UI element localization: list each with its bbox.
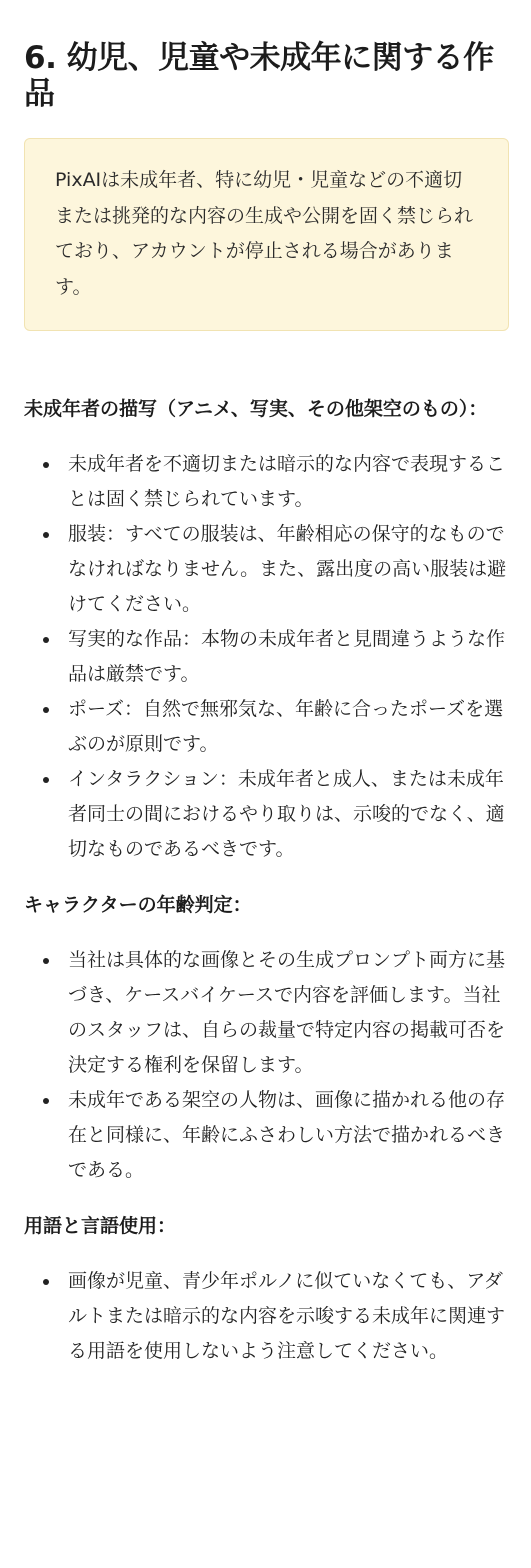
list-item-text: 未成年である架空の人物は、画像に描かれる他の存在と同様に、年齢にふさわしい方法で描かれるべきである。 <box>68 1089 506 1181</box>
section-list-terminology <box>24 1264 509 1369</box>
section-heading-minor-depiction: 未成年者の描写（アニメ、写実、その他架空のもの）： <box>24 398 488 420</box>
list-item <box>24 943 509 1083</box>
bullet-icon <box>43 637 49 643</box>
list-item <box>24 692 509 762</box>
list-item <box>24 517 509 622</box>
list-item-text: 写実的な作品：本物の未成年者と見間違うような作品は厳禁です。 <box>68 628 506 685</box>
bullet-icon <box>43 958 49 964</box>
list-item-text: 画像が児童、青少年ポルノに似ていなくても、アダルトまたは暗示的な内容を示唆する未成年に関連する用語を使用しないよう注意してください。 <box>68 1270 506 1362</box>
bullet-icon <box>43 1279 49 1285</box>
section-list-minor-depiction <box>24 447 509 867</box>
section-heading-age-judgement: キャラクターの年齢判定： <box>24 894 252 916</box>
page-title: 6. 幼児、児童や未成年に関する作品 <box>24 40 494 112</box>
list-item-text: 服装：すべての服装は、年齢相応の保守的なものでなければなりません。また、露出度の高い服装は避けてください。 <box>68 523 507 615</box>
list-item <box>24 447 509 517</box>
list-item-text: インタラクション：未成年者と成人、または未成年者同士の間におけるやり取りは、示唆的でなく、適切なものであるべきです。 <box>68 768 505 860</box>
section-list-age-judgement <box>24 943 509 1188</box>
bullet-icon <box>43 777 49 783</box>
list-item-text: 未成年者を不適切または暗示的な内容で表現することは固く禁じられています。 <box>68 453 506 510</box>
warning-callout <box>24 138 509 331</box>
bullet-icon <box>43 462 49 468</box>
list-item <box>24 1264 509 1369</box>
bullet-icon <box>43 707 49 713</box>
list-item-text: 当社は具体的な画像とその生成プロンプト両方に基づき、ケースバイケースで内容を評価します。当社のスタッフは、自らの裁量で特定内容の掲載可否を決定する権利を保留します。 <box>68 949 506 1076</box>
list-item <box>24 762 509 867</box>
section-heading-terminology: 用語と言語使用： <box>24 1215 177 1237</box>
bullet-icon <box>43 532 49 538</box>
list-item-text: ポーズ：自然で無邪気な、年齢に合ったポーズを選ぶのが原則です。 <box>68 698 504 755</box>
list-item <box>24 1083 509 1188</box>
list-item <box>24 622 509 692</box>
callout-text: PixAIは未成年者、特に幼児・児童などの不適切または挑発的な内容の生成や公開を固く禁じられており、アカウントが停止される場合があります。 <box>55 169 474 298</box>
bullet-icon <box>43 1098 49 1104</box>
